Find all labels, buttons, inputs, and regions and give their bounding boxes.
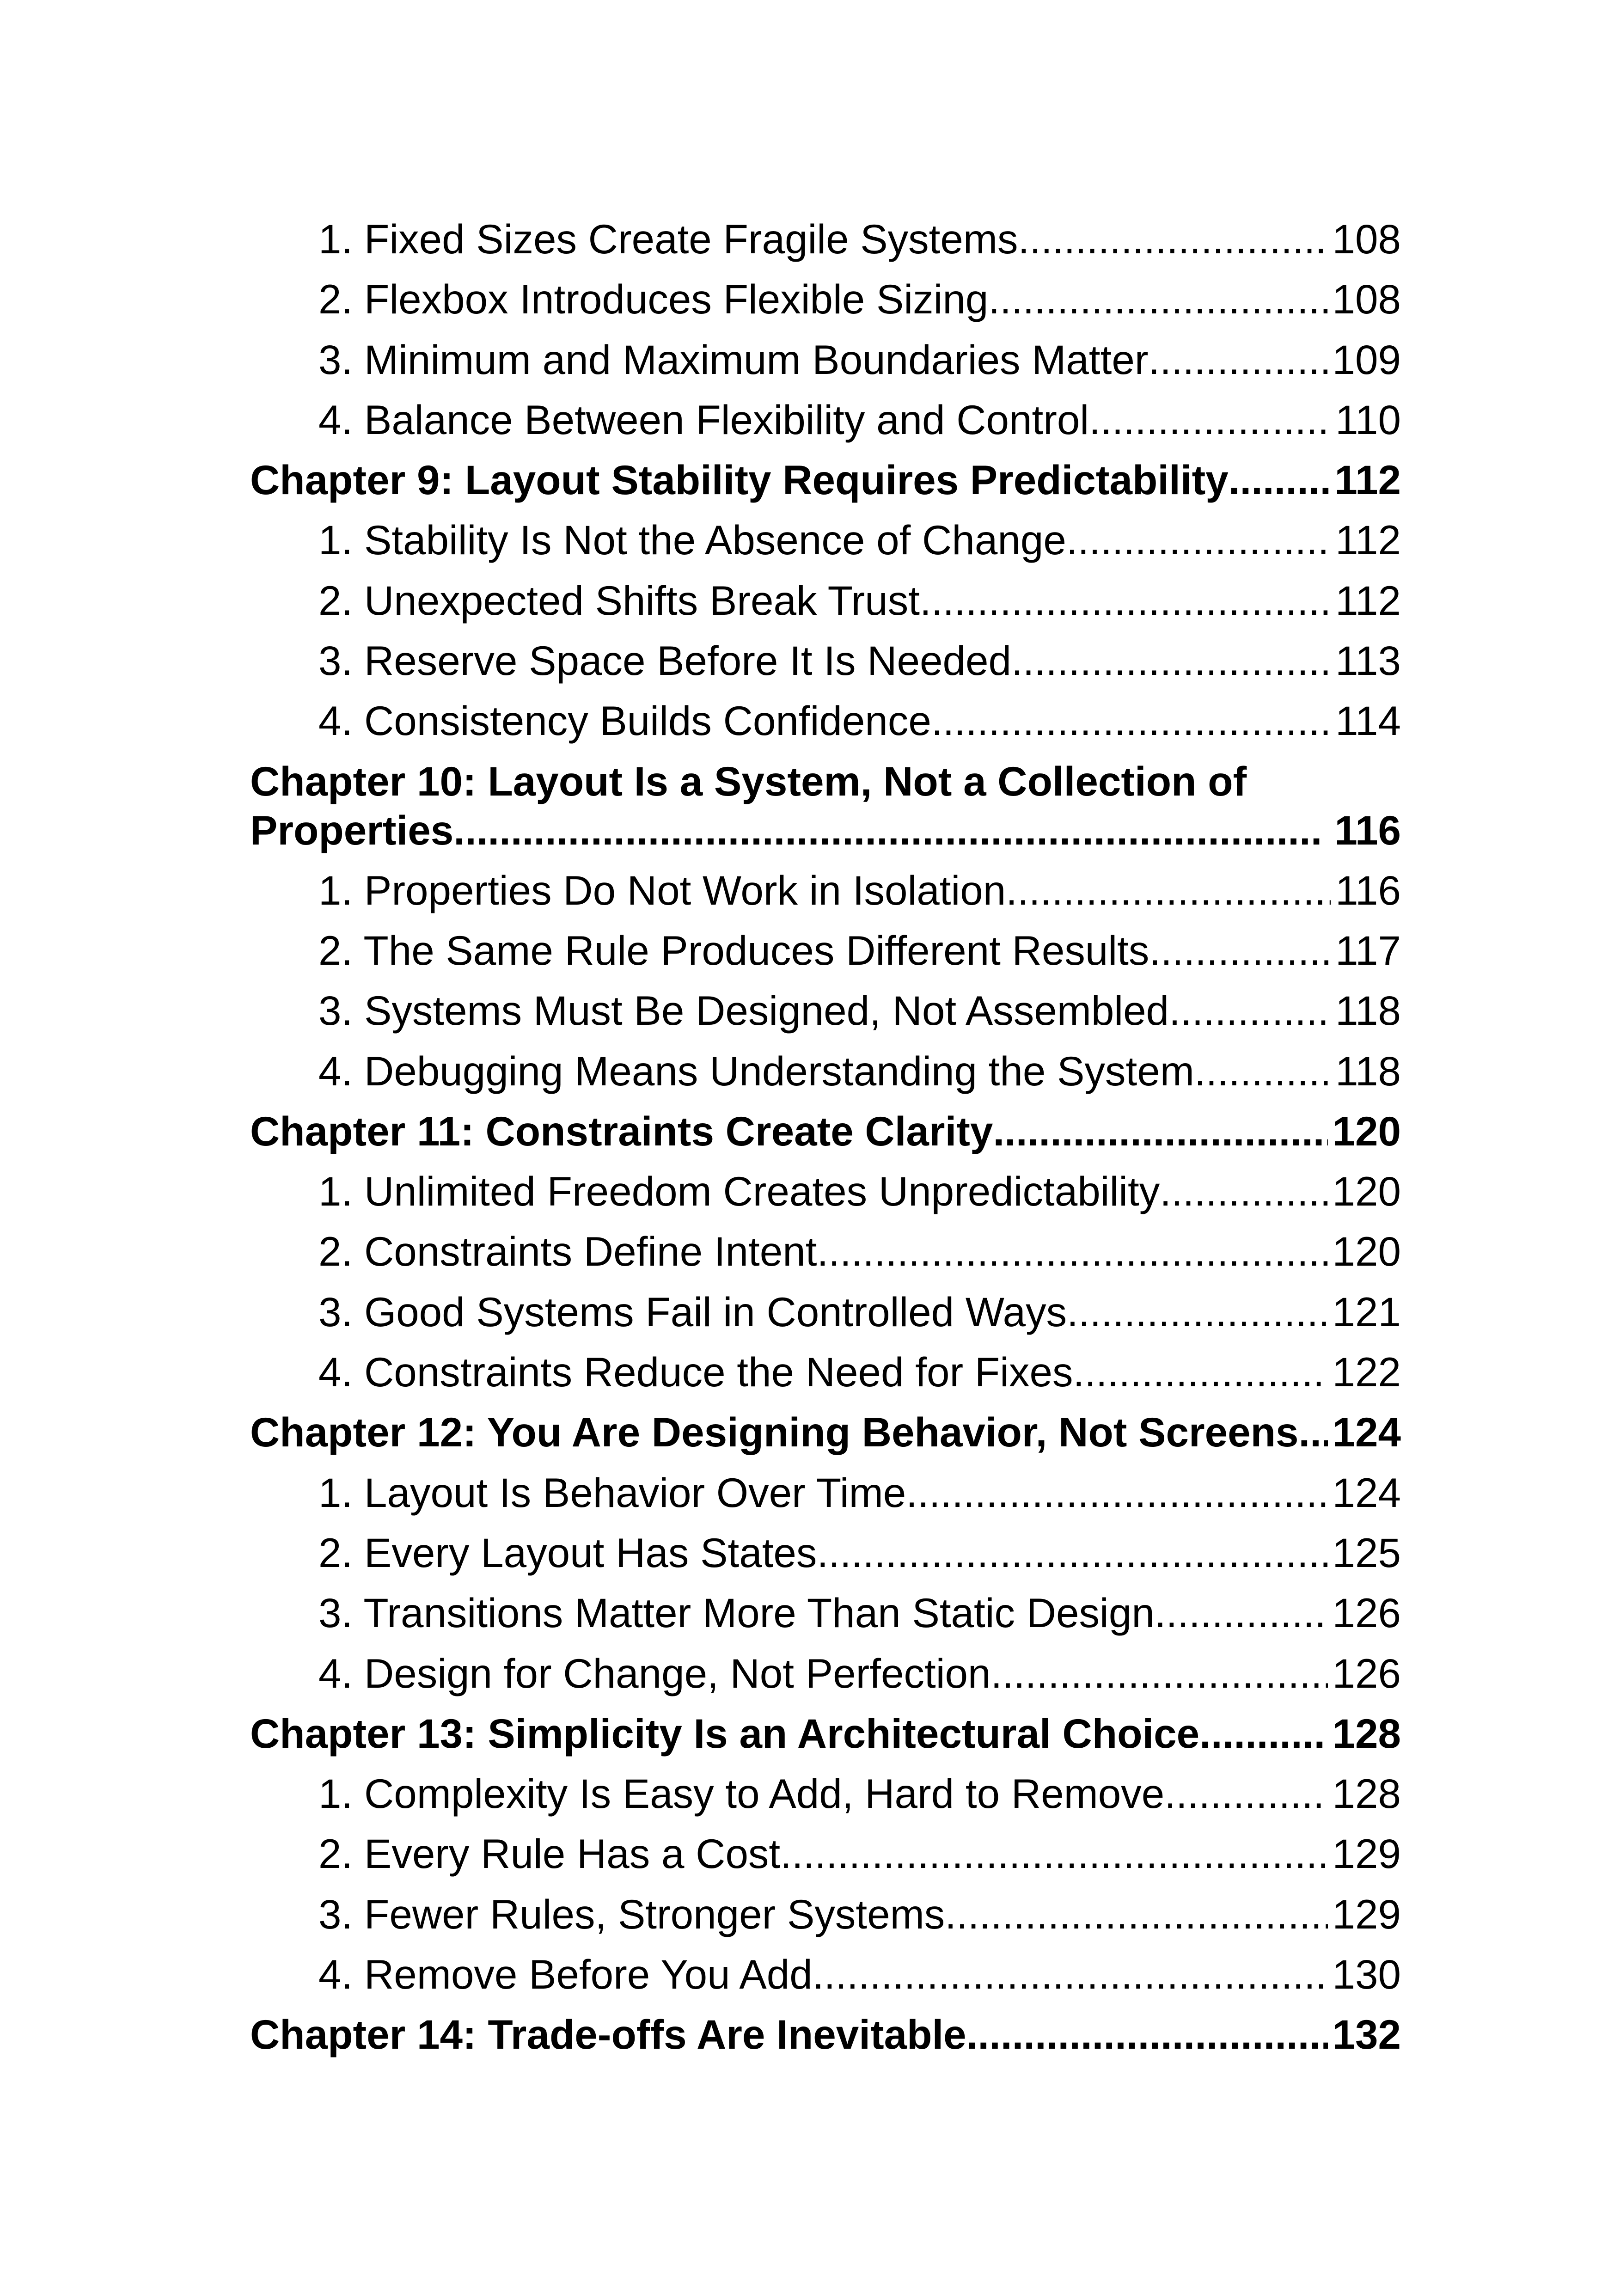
toc-section-entry[interactable] (250, 1824, 1401, 1884)
toc-section-title: 4. Remove Before You Add (318, 1951, 813, 1998)
toc-section-title: 4. Consistency Builds Confidence (318, 698, 931, 744)
toc-section-title: 2. Unexpected Shifts Break Trust (318, 577, 920, 624)
dot-leader (1160, 1161, 1327, 1221)
toc-page-number: 122 (1332, 1349, 1401, 1396)
toc-section-title: 4. Balance Between Flexibility and Control (318, 396, 1089, 443)
toc-group-a (250, 209, 1401, 751)
toc-section-entry[interactable] (250, 860, 1401, 920)
dot-leader (813, 1944, 1328, 2004)
toc-section-entry[interactable] (250, 570, 1401, 631)
toc-chapter-title-line1: Chapter 10: Layout Is a System, Not a Collection of (250, 758, 1247, 804)
dot-leader (1089, 390, 1331, 450)
dot-leader (817, 1221, 1327, 1281)
dot-leader (453, 806, 1324, 855)
toc-page-number: 120 (1332, 1168, 1401, 1215)
toc-page-number: 129 (1332, 1831, 1401, 1877)
toc-section-entry[interactable] (250, 1523, 1401, 1583)
toc-page-number: 126 (1332, 1590, 1401, 1636)
toc-page-number: 125 (1332, 1529, 1401, 1576)
toc-page-number: 120 (1332, 1228, 1401, 1275)
toc-section-title: 2. Every Rule Has a Cost (318, 1831, 781, 1877)
toc-page-number: 112 (1335, 517, 1401, 563)
toc-page-number: 118 (1335, 987, 1401, 1034)
toc-page-number: 117 (1335, 927, 1401, 974)
toc-page-number: 128 (1332, 1770, 1401, 1817)
toc-section-title: 3. Fewer Rules, Stronger Systems (318, 1891, 945, 1937)
toc-section-entry[interactable] (250, 1643, 1401, 1703)
toc-chapter-title: Chapter 14: Trade-offs Are Inevitable (250, 2011, 966, 2058)
toc-chapter-title-line2: Properties (250, 807, 454, 853)
dot-leader (1229, 450, 1330, 510)
dot-leader (1169, 980, 1331, 1041)
toc-chapter-entry[interactable] (250, 450, 1401, 510)
toc-section-title: 2. Every Layout Has States (318, 1529, 817, 1576)
toc-page-number: 109 (1332, 336, 1401, 383)
toc-section-title: 2. Flexbox Introduces Flexible Sizing (318, 276, 989, 323)
toc-chapter-title: Chapter 9: Layout Stability Requires Predictability (250, 457, 1229, 503)
toc-section-entry[interactable] (250, 209, 1401, 269)
toc-section-entry[interactable] (250, 390, 1401, 450)
dot-leader (945, 1884, 1327, 1944)
toc-section-entry[interactable] (250, 269, 1401, 329)
dot-leader (1148, 330, 1327, 390)
toc-section-title: 1. Fixed Sizes Create Fragile Systems (318, 216, 1018, 262)
toc-section-entry[interactable] (250, 691, 1401, 751)
toc-section-title: 2. Constraints Define Intent (318, 1228, 817, 1275)
dot-leader (990, 1643, 1327, 1703)
toc-page-number: 120 (1332, 1108, 1401, 1154)
toc-chapter-entry[interactable] (250, 1101, 1401, 1161)
dot-leader (966, 2004, 1328, 2064)
toc-page-number: 118 (1335, 1047, 1401, 1094)
toc-chapter-title: Chapter 13: Simplicity Is an Architectural Choice (250, 1710, 1200, 1757)
toc-chapter-title: Chapter 12: You Are Designing Behavior, Not Screens (250, 1409, 1299, 1456)
toc-page-number: 108 (1332, 276, 1401, 323)
dot-leader (1018, 209, 1328, 269)
toc-section-entry[interactable] (250, 1342, 1401, 1402)
toc-section-entry[interactable] (250, 1221, 1401, 1281)
toc-page-number: 121 (1332, 1288, 1401, 1335)
toc-section-title: 3. Systems Must Be Designed, Not Assembled (318, 987, 1169, 1034)
toc-section-title: 1. Properties Do Not Work in Isolation (318, 867, 1006, 913)
dot-leader (1149, 920, 1331, 980)
toc-page-number: 108 (1332, 216, 1401, 262)
toc-page-number: 116 (1335, 867, 1401, 913)
toc-section-title: 3. Good Systems Fail in Controlled Ways (318, 1288, 1067, 1335)
toc-section-entry[interactable] (250, 330, 1401, 390)
table-of-contents (250, 209, 1401, 2065)
toc-section-title: 3. Transitions Matter More Than Static Design (318, 1590, 1155, 1636)
toc-section-title: 1. Complexity Is Easy to Add, Hard to Remove (318, 1770, 1165, 1817)
toc-page-number: 110 (1335, 396, 1401, 443)
toc-section-entry[interactable] (250, 1463, 1401, 1523)
dot-leader (1155, 1583, 1328, 1643)
dot-leader (931, 691, 1331, 751)
toc-chapter-entry[interactable] (250, 1402, 1401, 1462)
dot-leader (1011, 631, 1331, 691)
toc-page-number: 124 (1332, 1409, 1401, 1456)
dot-leader (920, 570, 1331, 631)
dot-leader (906, 1463, 1327, 1523)
dot-leader (817, 1523, 1327, 1583)
dot-leader (988, 269, 1327, 329)
dot-leader (1298, 1402, 1327, 1462)
toc-section-entry[interactable] (250, 1161, 1401, 1221)
dot-leader (780, 1824, 1327, 1884)
toc-section-entry[interactable] (250, 980, 1401, 1041)
toc-section-entry[interactable] (250, 1282, 1401, 1342)
toc-page-number: 112 (1334, 457, 1401, 503)
toc-page-number: 114 (1335, 698, 1401, 744)
toc-chapter-line2 (250, 806, 1401, 855)
toc-page-number: 126 (1332, 1650, 1401, 1696)
toc-section-title: 3. Reserve Space Before It Is Needed (318, 637, 1012, 684)
toc-section-title: 2. The Same Rule Produces Different Results (318, 927, 1149, 974)
toc-section-entry[interactable] (250, 1583, 1401, 1643)
toc-section-title: 4. Constraints Reduce the Need for Fixes (318, 1349, 1073, 1396)
toc-chapter-title: Chapter 11: Constraints Create Clarity (250, 1108, 993, 1154)
dot-leader (1194, 1041, 1331, 1101)
toc-section-title: 1. Stability Is Not the Absence of Change (318, 517, 1066, 563)
dot-leader (1067, 1282, 1327, 1342)
toc-page-number: 132 (1332, 2011, 1401, 2058)
toc-section-title: 1. Unlimited Freedom Creates Unpredictability (318, 1168, 1160, 1215)
dot-leader (1066, 510, 1331, 570)
toc-section-title: 4. Debugging Means Understanding the System (318, 1047, 1194, 1094)
dot-leader (1199, 1703, 1327, 1763)
toc-section-title: 1. Layout Is Behavior Over Time (318, 1469, 906, 1516)
toc-section-entry[interactable] (250, 920, 1401, 980)
dot-leader (1006, 860, 1331, 920)
toc-section-entry[interactable] (250, 1884, 1401, 1944)
toc-section-entry[interactable] (250, 510, 1401, 570)
dot-leader (1073, 1342, 1327, 1402)
toc-section-entry[interactable] (250, 631, 1401, 691)
toc-section-title: 4. Design for Change, Not Perfection (318, 1650, 991, 1696)
dot-leader (1164, 1763, 1327, 1824)
toc-section-title: 3. Minimum and Maximum Boundaries Matter (318, 336, 1149, 383)
toc-chapter-entry[interactable] (250, 751, 1401, 860)
toc-page-number: 112 (1335, 577, 1401, 624)
toc-section-entry[interactable] (250, 1944, 1401, 2004)
toc-section-entry[interactable] (250, 1763, 1401, 1824)
toc-page-number: 116 (1334, 807, 1401, 853)
toc-chapter-entry[interactable] (250, 2004, 1401, 2064)
toc-section-entry[interactable] (250, 1041, 1401, 1101)
toc-chapter-entry[interactable] (250, 1703, 1401, 1763)
dot-leader (993, 1101, 1327, 1161)
toc-page-number: 129 (1332, 1891, 1401, 1937)
toc-page-number: 130 (1332, 1951, 1401, 1998)
toc-page-number: 124 (1332, 1469, 1401, 1516)
toc-group-b (250, 860, 1401, 2065)
toc-page-number: 113 (1335, 637, 1401, 684)
toc-page-number: 128 (1332, 1710, 1401, 1757)
